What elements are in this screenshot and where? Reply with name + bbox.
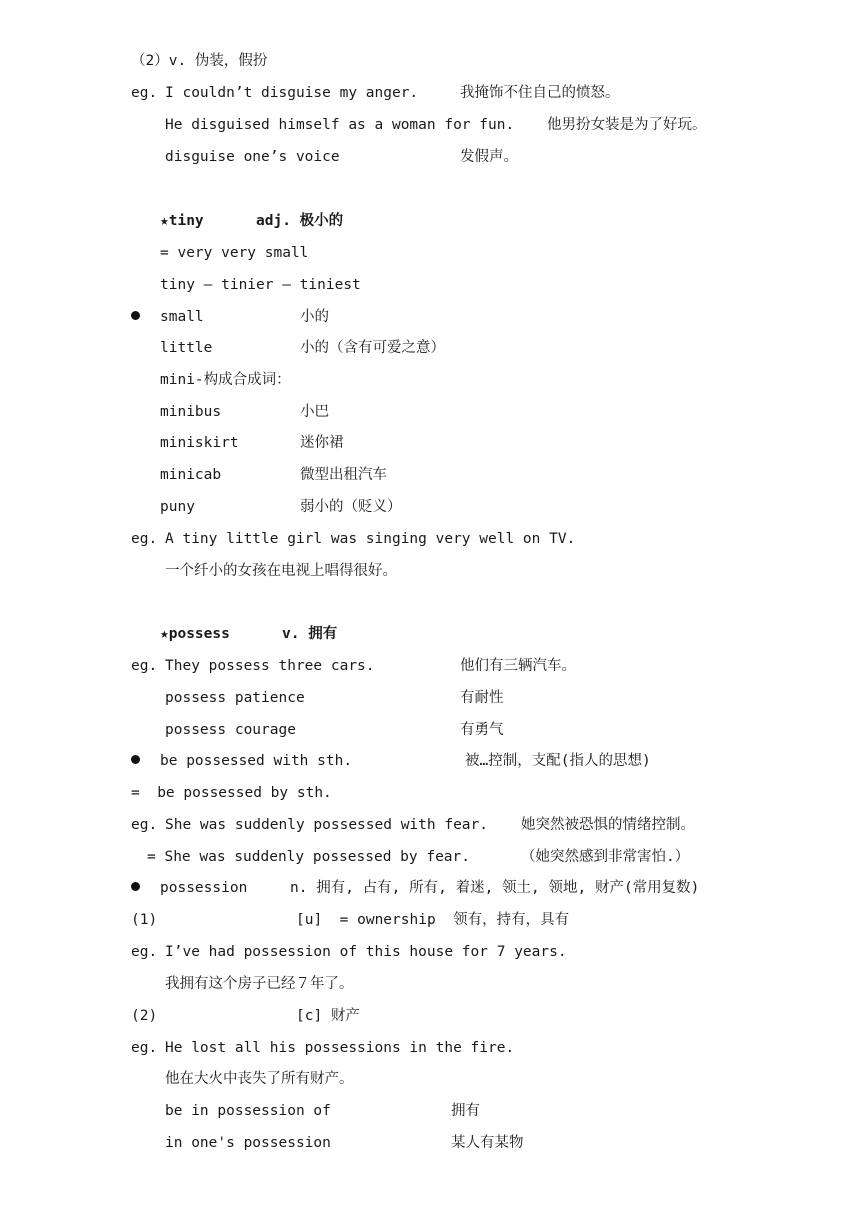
- phrase-zh: 某人有某物: [451, 1135, 524, 1151]
- phrase-zh: 拥有: [451, 1103, 480, 1119]
- bullet-icon: [131, 311, 140, 320]
- example-label: eg.: [131, 658, 158, 674]
- phrase-en: possess courage: [165, 722, 296, 738]
- example-zh: 他在大火中丧失了所有财产。: [165, 1071, 354, 1087]
- mini-word-zh: 弱小的（贬义）: [300, 499, 402, 515]
- mini-word-zh: 迷你裙: [300, 435, 344, 451]
- phrase-zh: 被…控制，支配(指人的思想): [465, 753, 651, 769]
- bullet-icon: [131, 882, 140, 891]
- related-word-en: small: [160, 309, 204, 325]
- bullet-icon: [131, 755, 140, 764]
- example-en: She was suddenly possessed with fear.: [165, 817, 489, 833]
- mini-word-en: minibus: [160, 404, 222, 420]
- phrase-zh: 有耐性: [460, 690, 504, 706]
- noun-form: possession: [160, 880, 248, 896]
- sense-heading: （2）v. 伪装，假扮: [131, 53, 268, 69]
- mini-word-en: miniskirt: [160, 435, 239, 451]
- example-zh: 他们有三辆汽车。: [460, 658, 576, 674]
- example-en: He lost all his possessions in the fire.: [165, 1040, 515, 1056]
- mini-word-zh: 微型出租汽车: [300, 467, 387, 483]
- example-en: I’ve had possession of this house for 7 years.: [165, 944, 567, 960]
- example-label: eg.: [131, 944, 158, 960]
- sense-definition: [u] = ownership 领有，持有，具有: [296, 912, 570, 928]
- headword-pos: adj. 极小的: [256, 213, 344, 229]
- example-zh: 一个纤小的女孩在电视上唱得很好。: [165, 563, 397, 579]
- example-label: eg.: [131, 817, 158, 833]
- example-label: eg.: [131, 85, 158, 101]
- related-word-zh: 小的（含有可爱之意）: [300, 340, 445, 356]
- phrase-en: be in possession of: [165, 1103, 331, 1119]
- headword-pos: v. 拥有: [282, 626, 338, 642]
- example-zh: 她突然被恐惧的情绪控制。: [521, 817, 695, 833]
- example-label: eg.: [131, 531, 158, 547]
- related-word-zh: 小的: [300, 309, 329, 325]
- mini-note: mini-构成合成词：: [160, 372, 291, 388]
- mini-word-zh: 小巴: [300, 404, 329, 420]
- phrase-en: disguise one’s voice: [165, 149, 340, 165]
- example-en: = She was suddenly possessed by fear.: [147, 849, 471, 865]
- mini-word-en: minicab: [160, 467, 222, 483]
- headword: ★tiny: [160, 213, 204, 229]
- sense-number: (1): [131, 912, 158, 928]
- example-zh: 我拥有这个房子已经７年了。: [165, 976, 354, 992]
- headword: ★possess: [160, 626, 230, 642]
- example-zh: （她突然感到非常害怕.）: [521, 849, 690, 865]
- sense-definition: [c] 财产: [296, 1008, 360, 1024]
- example-en: I couldn’t disguise my anger.: [165, 85, 419, 101]
- phrase-equivalent: = be possessed by sth.: [131, 785, 332, 801]
- synonym: = very very small: [160, 245, 309, 261]
- phrase-zh: 有勇气: [460, 722, 504, 738]
- phrase-zh: 发假声。: [460, 149, 518, 165]
- example-zh: 我掩饰不住自己的愤怒。: [460, 85, 620, 101]
- example-en: They possess three cars.: [165, 658, 375, 674]
- word-forms: tiny – tinier – tiniest: [160, 277, 361, 293]
- phrase-en: possess patience: [165, 690, 305, 706]
- phrase-en: be possessed with sth.: [160, 753, 353, 769]
- example-zh: 他男扮女装是为了好玩。: [547, 117, 707, 133]
- mini-word-en: puny: [160, 499, 195, 515]
- phrase-en: in one's possession: [165, 1135, 331, 1151]
- related-word-en: little: [160, 340, 213, 356]
- noun-definition: n. 拥有, 占有, 所有, 着迷, 领土, 领地, 财产(常用复数): [290, 880, 700, 896]
- example-label: eg.: [131, 1040, 158, 1056]
- example-en: He disguised himself as a woman for fun.: [165, 117, 515, 133]
- sense-number: (2): [131, 1008, 158, 1024]
- example-en: A tiny little girl was singing very well on TV.: [165, 531, 576, 547]
